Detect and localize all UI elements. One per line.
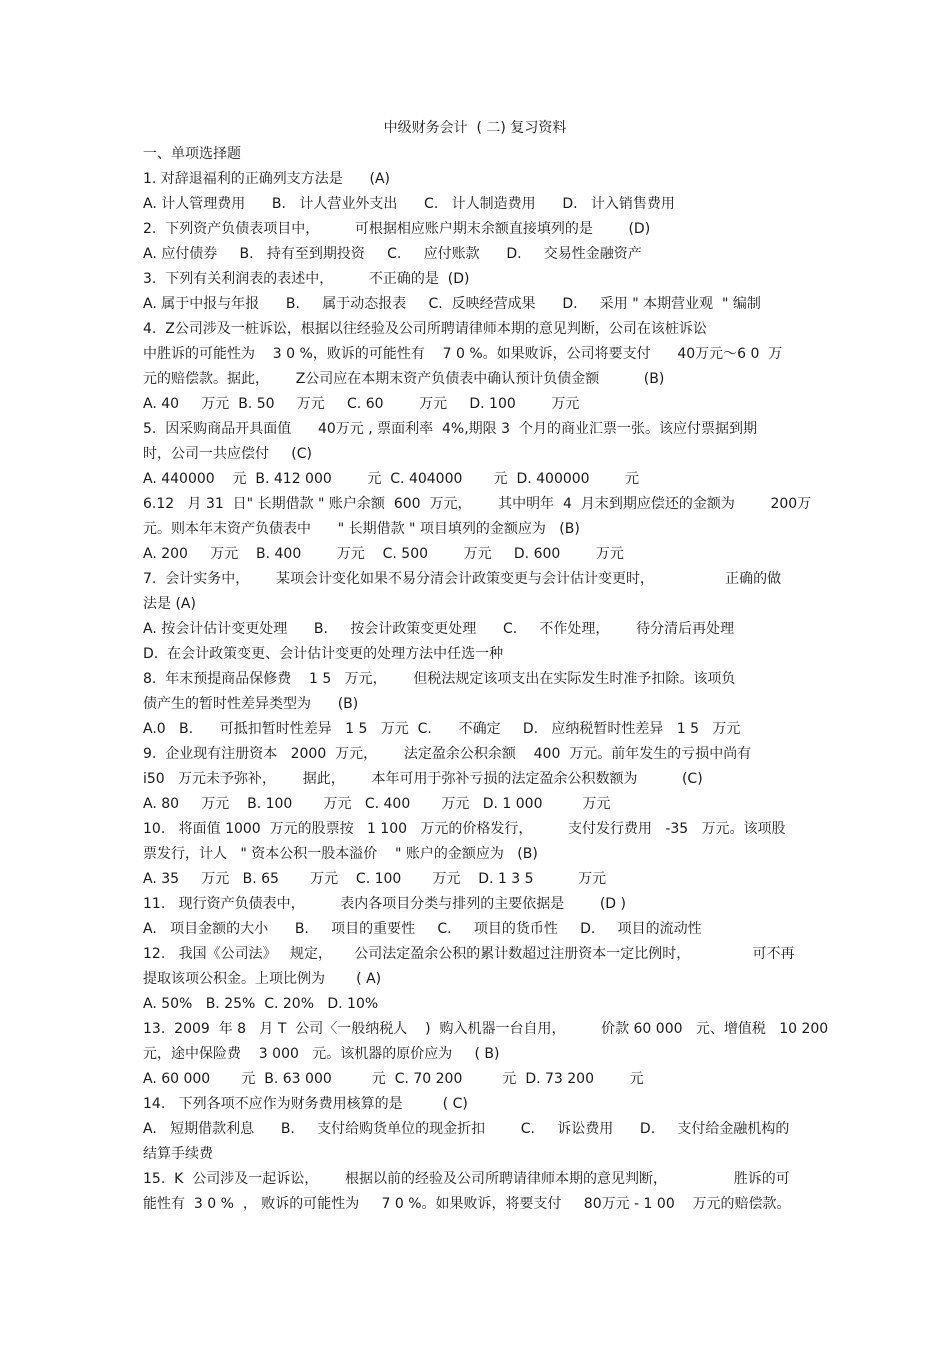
text-line: A. 属于中报与年报 B. 属于动态报表 C. 反映经营成果 D. 采用 " 本期营业观 " 编制 (143, 296, 761, 312)
text-line: A.0 B. 可抵扣暂时性差异 1 5 万元 C. 不确定 D. 应纳税暂时性差异 1 5 万元 (143, 721, 741, 737)
text-line: 2. 下列资产负债表项目中， 可根据相应账户期末余额直接填列的是 (D) (143, 221, 651, 237)
text-line: 票发行，计人 " 资本公积一股本溢价 " 账户的金额应为 (B) (143, 846, 538, 862)
section-heading: 一、单项选择题 (143, 146, 241, 162)
text-line: A. 60 000 元 B. 63 000 元 C. 70 200 元 D. 73 200 元 (143, 1071, 644, 1087)
text-line: 中胜诉的可能性为 3 0 %，败诉的可能性有 7 0 %。如果败诉，公司将要支付 40万元～6 0 万 (143, 346, 783, 362)
text-line: A. 35 万元 B. 65 万元 C. 100 万元 D. 1 3 5 万元 (143, 871, 607, 887)
text-line: 4. Z公司涉及一桩诉讼，根据以往经验及公司所聘请律师本期的意见判断，公司在该桩诉讼 (143, 321, 707, 337)
text-line: 11. 现行资产负债表中， 表内各项目分类与排列的主要依据是 (D ) (143, 896, 626, 912)
text-line: A. 40 万元 B. 50 万元 C. 60 万元 D. 100 万元 (143, 396, 580, 412)
text-line: 元，途中保险费 3 000 元。该机器的原价应为 ( B) (143, 1046, 500, 1062)
text-line: 元的赔偿款。据此， Z公司应在本期末资产负债表中确认预计负债金额 (B) (143, 371, 665, 387)
text-line: A. 短期借款利息 B. 支付给购货单位的现金折扣 C. 诉讼费用 D. 支付给金融机构的 (143, 1121, 790, 1137)
text-line: 6.12 月 31 日" 长期借款 " 账户余额 600 万元， 其中明年 4 月末到期应偿还的金额为 200万 (143, 496, 812, 512)
text-line: 9. 企业现有注册资本 2000 万元， 法定盈余公积余额 400 万元。前年发生的亏损中尚有 (143, 746, 752, 762)
text-line: 5. 因采购商品开具面值 40万元 , 票面利率 4%,期限 3 个月的商业汇票一张。该应付票据到期 (143, 421, 757, 437)
text-line: A. 项目金额的大小 B. 项目的重要性 C. 项目的货币性 D. 项目的流动性 (143, 921, 702, 937)
text-line: A. 按会计估计变更处理 B. 按会计政策变更处理 C. 不作处理， 待分清后再处理 (143, 621, 735, 637)
text-line: A. 200 万元 B. 400 万元 C. 500 万元 D. 600 万元 (143, 546, 624, 562)
text-line: A. 计人管理费用 B. 计人营业外支出 C. 计人制造费用 D. 计入销售费用 (143, 196, 675, 212)
text-line: 元。则本年末资产负债表中 " 长期借款 " 项目填列的金额应为 (B) (143, 521, 580, 537)
text-line: 8. 年末预提商品保修费 1 5 万元， 但税法规定该项支出在实际发生时准予扣除。该项负 (143, 671, 736, 687)
text-line: 13. 2009 年 8 月 T 公司〈一般纳税人 ) 购入机器一台自用， 价款 60 000 元、增值税 10 200 (143, 1021, 829, 1037)
text-line: 15. K 公司涉及一起诉讼， 根据以前的经验及公司所聘请律师本期的意见判断， 胜诉的可 (143, 1171, 790, 1187)
text-line: 10. 将面值 1000 万元的股票按 1 100 万元的价格发行， 支付发行费用 -35 万元。该项股 (143, 821, 786, 837)
text-line: 12. 我国《公司法》 规定， 公司法定盈余公积的累计数超过注册资本一定比例时， 可不再 (143, 946, 795, 962)
text-line: 法是 (A) (143, 596, 196, 612)
text-line: 14. 下列各项不应作为财务费用核算的是 ( C) (143, 1096, 468, 1112)
text-line: A. 80 万元 B. 100 万元 C. 400 万元 D. 1 000 万元 (143, 796, 611, 812)
text-line: 债产生的暂时性差异类型为 (B) (143, 696, 359, 712)
text-line: D. 在会计政策变更、会计估计变更的处理方法中任选一种 (143, 646, 504, 662)
text-line: A. 440000 元 B. 412 000 元 C. 404000 元 D. 400000 元 (143, 471, 640, 487)
text-line: 3. 下列有关利润表的表述中， 不正确的是 (D) (143, 271, 470, 287)
text-line: A. 50% B. 25% C. 20% D. 10% (143, 996, 379, 1012)
text-line: 时，公司一共应偿付 (C) (143, 446, 312, 462)
document-body (143, 142, 829, 1217)
text-line: 能性有 3 0 % ， 败诉的可能性为 7 0 %。如果败诉，将要支付 80万元 - 1 00 万元的赔偿款。 (143, 1196, 791, 1212)
document-title: 中级财务会计 ( 二) 复习资料 (383, 120, 567, 136)
text-line: A. 应付债券 B. 持有至到期投资 C. 应付账款 D. 交易性金融资产 (143, 246, 642, 262)
text-line: 提取该项公积金。上项比例为 ( A) (143, 971, 382, 987)
text-line: i50 万元未予弥补， 据此， 本年可用于弥补亏损的法定盈余公积数额为 (C) (143, 771, 703, 787)
text-line: 7. 会计实务中， 某项会计变化如果不易分清会计政策变更与会计估计变更时， 正确的做 (143, 571, 782, 587)
text-line: 结算手续费 (143, 1146, 213, 1162)
text-line: 1. 对辞退福利的正确列支方法是 (A) (143, 171, 391, 187)
